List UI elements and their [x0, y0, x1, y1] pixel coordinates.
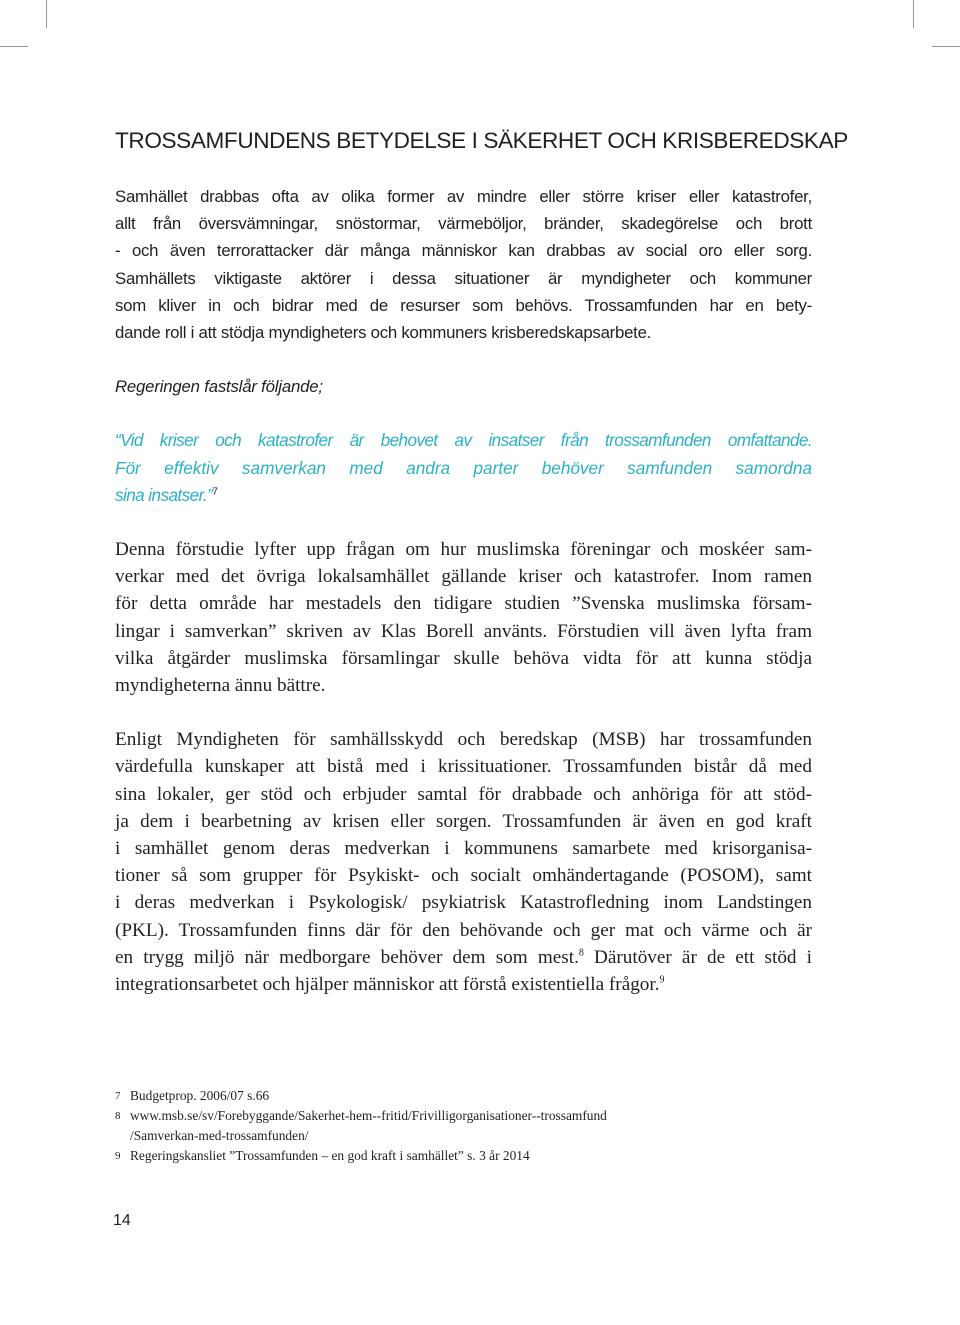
footnote-ref: 9: [659, 974, 665, 986]
text-line: lingar i samverkan” skriven av Klas Borell använts. Förstudien vill även lyfta fram: [115, 620, 812, 642]
crop-mark: [913, 0, 914, 28]
crop-mark: [932, 46, 960, 47]
quote-intro: Regeringen fastslår följande;: [115, 377, 323, 397]
text-line: ja dem i bearbetning av krisen eller sorgen. Trossamfunden är även en god kraft: [115, 810, 812, 832]
text-line: dande roll i att stödja myndigheters och kommuners krisberedskapsarbete.: [115, 323, 652, 343]
footnote-number: 8: [115, 1110, 121, 1122]
page-content: [115, 126, 848, 998]
text-line: vilka åtgärder muslimska församlingar skulle behöva vidta för att kunna stödja: [115, 647, 812, 669]
paragraph-2: [115, 536, 812, 699]
quote-line: “Vid kriser och katastrofer är behovet av insatser från trossamfunden omfattande.: [115, 430, 812, 451]
footnote: [115, 1146, 815, 1166]
quote-line: För effektiv samverkan med andra parter behöver samfunden samordna: [115, 457, 812, 478]
page-title: TROSSAMFUNDENS BETYDELSE I SÄKERHET OCH KRISBEREDSKAP: [115, 128, 848, 153]
paragraph-3: [115, 726, 812, 998]
footnote-ref: 8: [578, 947, 584, 959]
text-line: myndigheterna ännu bättre.: [115, 675, 326, 697]
footnote-number: 9: [115, 1150, 121, 1162]
text-line: Samhället drabbas ofta av olika former av mindre eller större kriser eller katastrofer,: [115, 187, 812, 206]
quote-line: sina insatser.”$^7$: [115, 484, 218, 505]
government-quote: [115, 427, 812, 509]
text-line: integrationsarbetet och hjälper människor att förstå existentiella frågor.$^9$: [115, 974, 665, 996]
text-line: i deras medverkan i Psykologisk/ psykiatrisk Katastrofledning inom Landstingen: [115, 892, 812, 914]
text-line: allt från översvämningar, snöstormar, värmeböljor, bränder, skadegörelse och brott: [115, 214, 812, 234]
footnote: [115, 1086, 815, 1106]
text-line: värdefulla kunskaper att bistå med i krissituationer. Trossamfunden bistår då med: [115, 756, 812, 778]
footnote-link-continued[interactable]: /Samverkan-med-trossamfunden/: [130, 1128, 309, 1143]
footnote-text: Budgetprop. 2006/07 s.66: [130, 1088, 270, 1103]
text-line: för detta område har mestadels den tidigare studien ”Svenska muslimska försam-: [115, 593, 812, 615]
footnote-link[interactable]: www.msb.se/sv/Forebyggande/Sakerhet-hem--fritid/Frivilligorganisationer--trossamfund: [130, 1108, 607, 1123]
text-line: Denna förstudie lyfter upp frågan om hur muslimska föreningar och moskéer sam-: [115, 539, 812, 561]
footnote-number: 7: [115, 1090, 121, 1102]
text-line: Samhällets viktigaste aktörer i dessa situationer är myndigheter och kommuner: [115, 268, 812, 288]
crop-mark: [46, 0, 47, 28]
page-number: 14: [113, 1212, 131, 1229]
footnote-ref: 7: [212, 486, 218, 498]
text-line: sina lokaler, ger stöd och erbjuder samtal för drabbade och anhöriga för att stöd-: [115, 783, 812, 805]
footnote-text: Regeringskansliet ”Trossamfunden – en god kraft i samhället” s. 3 år 2014: [130, 1148, 530, 1163]
footnote: [115, 1106, 815, 1126]
text-line: en trygg miljö när medborgare behöver dem som mest.$^8$ Därutöver är de ett stöd i: [115, 946, 812, 968]
text-line: som kliver in och bidrar med de resurser som behövs. Trossamfunden har en bety-: [115, 295, 812, 315]
text-line: i samhället genom deras medverkan i kommunens samarbete med krisorganisa-: [115, 838, 812, 860]
text-line: Enligt Myndigheten för samhällsskydd och beredskap (MSB) har trossamfunden: [115, 729, 812, 751]
crop-mark: [0, 46, 28, 47]
paragraph-1: [115, 183, 812, 346]
text-line: - och även terrorattacker där många människor kan drabbas av social oro eller sorg.: [115, 241, 812, 261]
text-line: tioner så som grupper för Psykiskt- och socialt omhändertagande (POSOM), samt: [115, 865, 812, 887]
text-line: (PKL). Trossamfunden finns där för den behövande och ger mat och värme och är: [115, 919, 812, 941]
footnotes: [115, 1086, 815, 1166]
text-line: verkar med det övriga lokalsamhället gällande kriser och katastrofer. Inom ramen: [115, 566, 812, 588]
